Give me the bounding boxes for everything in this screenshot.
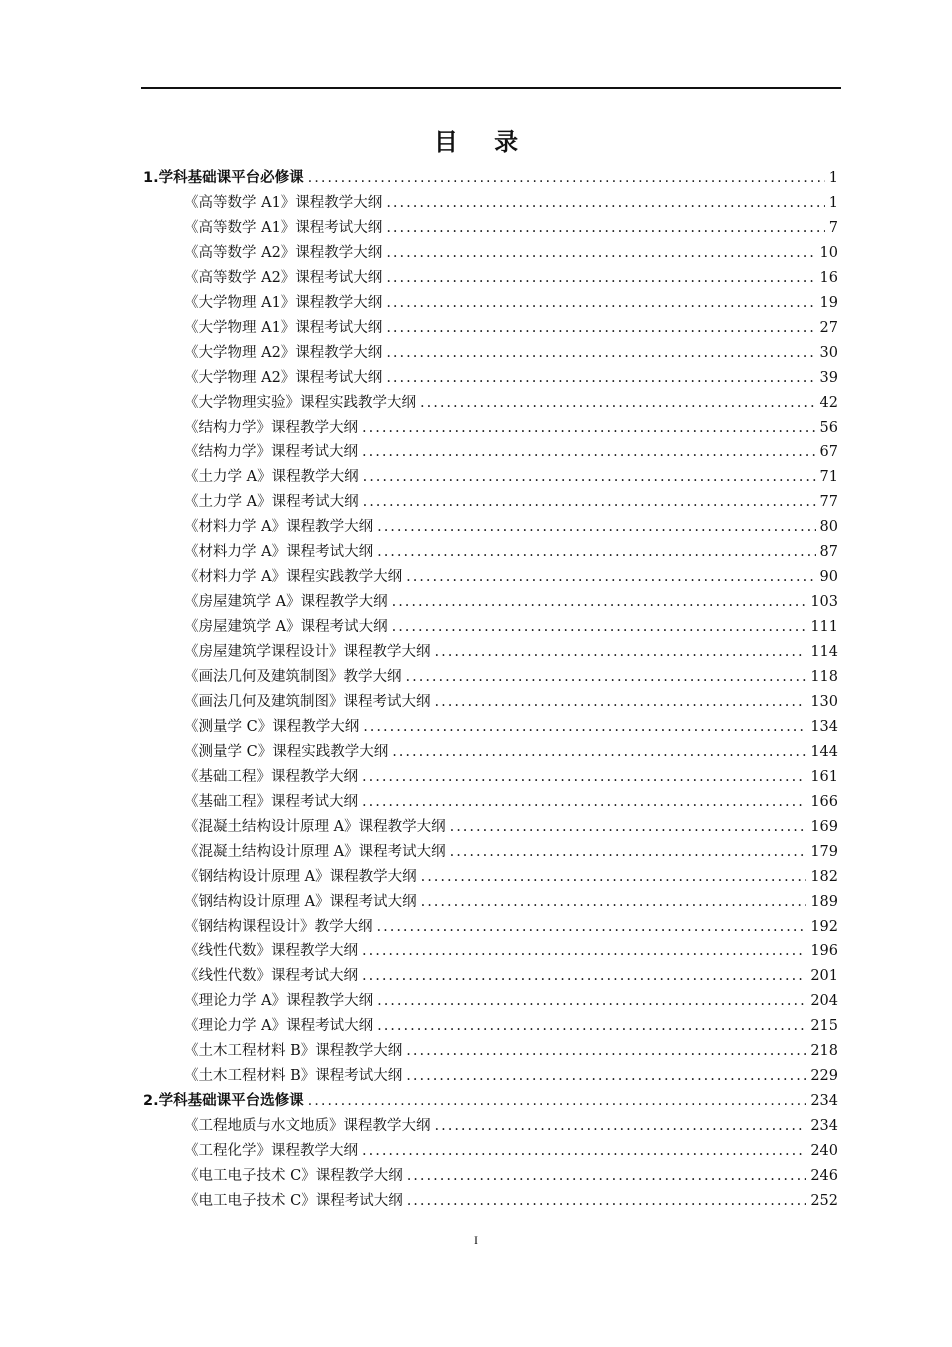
toc-label: 《钢结构设计原理 A》课程教学大纲 — [184, 868, 417, 885]
toc-page-number: 1 — [828, 170, 838, 186]
dot-leader — [386, 217, 824, 239]
toc-entry[interactable] — [184, 766, 838, 788]
dot-leader — [407, 1190, 807, 1212]
toc-page-number: 218 — [810, 1043, 838, 1060]
page-title: 目 录 — [433, 128, 533, 156]
dot-leader — [308, 167, 825, 189]
toc-label: 《大学物理 A2》课程考试大纲 — [184, 369, 383, 386]
toc-entry[interactable] — [184, 591, 838, 613]
dot-leader — [377, 990, 806, 1012]
toc-page-number: 30 — [819, 344, 838, 361]
toc-page-number: 192 — [810, 918, 838, 935]
toc-page-number: 240 — [810, 1143, 838, 1160]
toc-page-number: 77 — [819, 494, 838, 511]
toc-entry[interactable] — [184, 666, 838, 688]
toc-entry[interactable] — [184, 292, 838, 314]
toc-entry[interactable] — [184, 1040, 838, 1062]
toc-page-number: 103 — [810, 594, 838, 611]
toc-page-number: 67 — [819, 444, 838, 461]
toc-page-number: 189 — [810, 893, 838, 910]
toc-entry[interactable] — [184, 267, 838, 289]
dot-leader — [362, 441, 816, 463]
dot-leader — [308, 1090, 807, 1112]
toc-label: 《房屋建筑学 A》课程教学大纲 — [184, 594, 388, 611]
toc-page-number: 42 — [819, 394, 838, 411]
toc-label: 《材料力学 A》课程教学大纲 — [184, 519, 374, 536]
toc-page-number: 1 — [828, 194, 838, 211]
toc-label: 《房屋建筑学课程设计》课程教学大纲 — [184, 644, 431, 661]
toc-label: 《混凝土结构设计原理 A》课程考试大纲 — [184, 843, 446, 860]
dot-leader — [406, 566, 815, 588]
toc-page-number: 114 — [810, 644, 838, 661]
toc-label: 《基础工程》课程教学大纲 — [184, 768, 358, 785]
toc-label: 《高等数学 A1》课程考试大纲 — [184, 219, 383, 236]
toc-entry[interactable] — [184, 965, 838, 987]
dot-leader — [421, 866, 807, 888]
toc-page-number: 80 — [819, 519, 838, 536]
toc-page-number: 10 — [819, 244, 838, 261]
toc-label: 《混凝土结构设计原理 A》课程教学大纲 — [184, 818, 446, 835]
toc-entry[interactable] — [184, 990, 838, 1012]
dot-leader — [406, 1040, 806, 1062]
toc-page-number: 246 — [810, 1168, 838, 1184]
toc-entry[interactable] — [184, 940, 838, 962]
toc-page-number: 118 — [810, 669, 838, 685]
toc-page-number: 179 — [810, 843, 838, 860]
toc-entry[interactable] — [184, 242, 838, 264]
dot-leader — [362, 766, 806, 788]
dot-leader — [377, 541, 815, 563]
toc-entry[interactable] — [184, 1190, 838, 1212]
dot-leader — [392, 741, 806, 763]
toc-page-number: 27 — [819, 319, 838, 336]
toc-page-number: 87 — [819, 544, 838, 561]
dot-leader — [406, 1065, 806, 1087]
dot-leader — [386, 242, 815, 264]
toc-entry[interactable] — [184, 441, 838, 463]
dot-leader — [386, 342, 815, 364]
toc-entry[interactable] — [184, 1140, 838, 1162]
toc-page-number: 90 — [819, 569, 838, 586]
toc-page-number: 7 — [828, 219, 838, 236]
toc-page-number: 161 — [810, 768, 838, 785]
toc-label: 《画法几何及建筑制图》课程考试大纲 — [184, 693, 431, 710]
dot-leader — [363, 466, 816, 488]
toc-label: 《土力学 A》课程教学大纲 — [184, 469, 359, 486]
toc-page-number: 215 — [810, 1018, 838, 1035]
toc-entry[interactable] — [184, 691, 838, 713]
toc-label: 《高等数学 A1》课程教学大纲 — [184, 194, 383, 211]
toc-page-number: 234 — [810, 1093, 838, 1110]
toc-entry[interactable] — [184, 816, 838, 838]
toc-page-number: 56 — [819, 419, 838, 436]
toc-entry[interactable] — [184, 916, 838, 938]
dot-leader — [406, 666, 807, 688]
dot-leader — [421, 891, 807, 913]
toc-page-number: 16 — [819, 269, 838, 286]
toc-page-number: 196 — [810, 943, 838, 960]
toc-label: 《线性代数》课程教学大纲 — [184, 943, 358, 960]
toc-entry[interactable] — [184, 541, 838, 563]
dot-leader — [450, 816, 807, 838]
toc-entry[interactable] — [184, 392, 838, 414]
toc-page-number: 111 — [810, 619, 838, 636]
toc-page-number: 166 — [810, 793, 838, 810]
toc-label: 《理论力学 A》课程考试大纲 — [184, 1018, 374, 1035]
toc-label: 《结构力学》课程考试大纲 — [184, 444, 358, 461]
toc-label: 《理论力学 A》课程教学大纲 — [184, 993, 374, 1010]
toc-label: 《钢结构课程设计》教学大纲 — [184, 918, 373, 935]
dot-leader — [363, 491, 816, 513]
toc-label: 《工程地质与水文地质》课程教学大纲 — [184, 1118, 431, 1135]
toc-label: 《工程化学》课程教学大纲 — [184, 1143, 358, 1160]
toc-entry[interactable] — [184, 367, 838, 389]
dot-leader — [362, 1140, 806, 1162]
toc-label: 《画法几何及建筑制图》教学大纲 — [184, 669, 402, 685]
toc-label: 《钢结构设计原理 A》课程考试大纲 — [184, 893, 417, 910]
toc-entry[interactable] — [184, 791, 838, 813]
toc-label: 1.学科基础课平台必修课 — [143, 170, 304, 186]
toc-entry[interactable] — [184, 1115, 838, 1137]
toc-entry[interactable] — [184, 491, 838, 513]
toc-page-number: 182 — [810, 868, 838, 885]
toc-label: 《房屋建筑学 A》课程考试大纲 — [184, 619, 388, 636]
toc-entry[interactable] — [184, 566, 838, 588]
dot-leader — [407, 1165, 807, 1187]
dot-leader — [392, 591, 807, 613]
toc-label: 《大学物理实验》课程实践教学大纲 — [184, 394, 416, 411]
toc-label: 《土木工程材料 B》课程考试大纲 — [184, 1068, 403, 1085]
dot-leader — [386, 192, 824, 214]
toc-entry[interactable] — [184, 1015, 838, 1037]
dot-leader — [420, 392, 816, 414]
toc-label: 《线性代数》课程考试大纲 — [184, 968, 358, 985]
toc-label: 2.学科基础课平台选修课 — [143, 1093, 304, 1110]
dot-leader — [362, 417, 816, 439]
toc-label: 《材料力学 A》课程考试大纲 — [184, 544, 374, 561]
toc-label: 《大学物理 A2》课程教学大纲 — [184, 344, 383, 361]
toc-entry[interactable] — [184, 616, 838, 638]
toc-label: 《结构力学》课程教学大纲 — [184, 419, 358, 436]
toc-entry[interactable] — [184, 1065, 838, 1087]
toc-entry[interactable] — [184, 466, 838, 488]
header-rule — [141, 87, 841, 89]
toc-page-number: 71 — [819, 469, 838, 486]
toc-page-number: 234 — [810, 1118, 838, 1135]
toc-page-number: 130 — [810, 693, 838, 710]
toc-label: 《大学物理 A1》课程考试大纲 — [184, 319, 383, 336]
toc-page-number: 19 — [819, 294, 838, 311]
toc-entry[interactable] — [184, 1165, 838, 1187]
toc-label: 《高等数学 A2》课程考试大纲 — [184, 269, 383, 286]
dot-leader — [377, 516, 815, 538]
toc-label: 《基础工程》课程考试大纲 — [184, 793, 358, 810]
dot-leader — [377, 916, 807, 938]
dot-leader — [435, 641, 807, 663]
dot-leader — [377, 1015, 806, 1037]
footer-page-number: I — [474, 1233, 478, 1247]
toc-label: 《测量学 C》课程教学大纲 — [184, 718, 360, 735]
toc-entry[interactable] — [184, 317, 838, 339]
toc-entry[interactable] — [184, 417, 838, 439]
toc-entry[interactable] — [184, 342, 838, 364]
dot-leader — [386, 317, 815, 339]
dot-leader — [392, 616, 807, 638]
toc-label: 《电工电子技术 C》课程考试大纲 — [184, 1192, 403, 1209]
toc-entry[interactable] — [184, 866, 838, 888]
toc-page-number: 252 — [810, 1192, 838, 1209]
toc-label: 《土木工程材料 B》课程教学大纲 — [184, 1043, 403, 1060]
toc-page-number: 169 — [810, 818, 838, 835]
toc-entry[interactable] — [184, 192, 838, 214]
toc-entry[interactable] — [184, 841, 838, 863]
dot-leader — [386, 367, 815, 389]
toc-label: 《土力学 A》课程考试大纲 — [184, 494, 359, 511]
dot-leader — [362, 940, 806, 962]
toc-entry[interactable] — [184, 217, 838, 239]
toc-label: 《大学物理 A1》课程教学大纲 — [184, 294, 383, 311]
dot-leader — [362, 965, 806, 987]
dot-leader — [386, 267, 815, 289]
toc-label: 《电工电子技术 C》课程教学大纲 — [184, 1168, 403, 1184]
dot-leader — [435, 691, 807, 713]
toc-entry[interactable] — [184, 891, 838, 913]
toc-entry[interactable] — [184, 716, 838, 738]
toc-page-number: 39 — [819, 369, 838, 386]
toc-label: 《材料力学 A》课程实践教学大纲 — [184, 569, 403, 586]
dot-leader — [435, 1115, 807, 1137]
toc-section[interactable] — [143, 1090, 838, 1112]
toc-entry[interactable] — [184, 641, 838, 663]
toc-section[interactable] — [143, 167, 838, 189]
dot-leader — [386, 292, 815, 314]
toc-label: 《高等数学 A2》课程教学大纲 — [184, 244, 383, 261]
toc-page-number: 144 — [810, 743, 838, 760]
toc-page-number: 201 — [810, 968, 838, 985]
toc-page-number: 229 — [810, 1068, 838, 1085]
dot-leader — [362, 791, 806, 813]
toc-entry[interactable] — [184, 516, 838, 538]
toc-entry[interactable] — [184, 741, 838, 763]
toc-page-number: 134 — [810, 718, 838, 735]
toc-page-number: 204 — [810, 993, 838, 1010]
dot-leader — [363, 716, 806, 738]
toc-label: 《测量学 C》课程实践教学大纲 — [184, 743, 389, 760]
dot-leader — [450, 841, 807, 863]
